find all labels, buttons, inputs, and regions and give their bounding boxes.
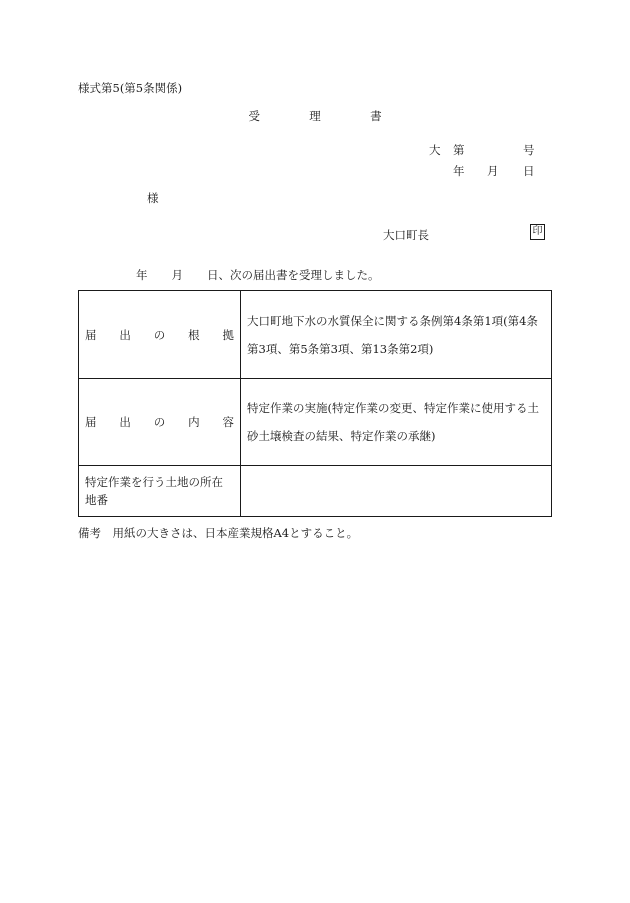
recipient-suffix: 様	[147, 191, 159, 205]
form-number: 様式第5(第5条関係)	[78, 81, 183, 95]
label-char: 容	[222, 415, 234, 429]
title-char: 書	[370, 109, 382, 123]
remarks-note: 備考 用紙の大きさは、日本産業規格A4とすること。	[78, 526, 359, 540]
label-char: の	[153, 327, 166, 342]
acceptance-statement	[136, 267, 380, 283]
issuer-name: 大口町長	[383, 228, 429, 242]
label-char: 届	[85, 415, 97, 429]
label-char: 出	[119, 415, 131, 429]
label-char: の	[153, 415, 166, 429]
label-char: 内	[188, 415, 200, 429]
number-suffix: 号	[523, 143, 535, 157]
label-char: 出	[119, 327, 131, 342]
statement-rest: 日、次の届出書を受理しました。	[207, 268, 380, 282]
label-char: 根	[188, 327, 200, 342]
title-char: 受	[248, 109, 260, 123]
number-prefix: 大	[429, 143, 441, 157]
row-label-content	[79, 379, 241, 466]
row-value-basis: 大口町地下水の水質保全に関する条例第4条第1項(第4条第3項、第5条第3項、第13条第2項)	[241, 291, 552, 379]
row-value-location[interactable]	[241, 466, 552, 517]
table-row	[79, 291, 552, 379]
date-month: 月	[487, 164, 499, 178]
statement-month: 月	[171, 268, 183, 282]
row-value-content: 特定作業の実施(特定作業の変更、特定作業に使用する土砂土壌検査の結果、特定作業の承継)	[241, 379, 552, 466]
statement-year: 年	[136, 268, 148, 282]
notification-table	[78, 290, 552, 517]
table-row	[79, 466, 552, 517]
date-day: 日	[523, 164, 535, 178]
row-label-basis	[79, 291, 241, 379]
row-label-location: 特定作業を行う土地の所在地番	[79, 466, 241, 517]
label-char: 拠	[222, 327, 234, 342]
date-year: 年	[453, 164, 465, 178]
document-title	[0, 108, 630, 124]
number-mid: 第	[453, 143, 465, 157]
seal-mark: 印	[530, 224, 545, 240]
title-char: 理	[309, 109, 321, 123]
label-char: 届	[85, 327, 97, 342]
table-row	[79, 379, 552, 466]
